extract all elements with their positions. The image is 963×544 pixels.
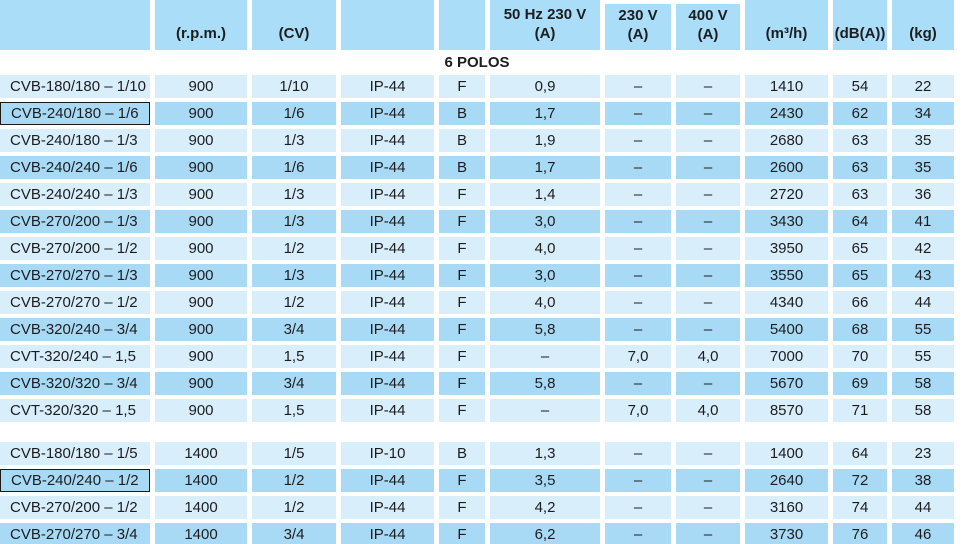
cell-model: CVB-180/180 – 1/10 xyxy=(0,75,150,98)
cell-current-400v: – xyxy=(676,75,740,98)
cell-current-400v: – xyxy=(676,102,740,125)
cell-class: F xyxy=(439,183,485,206)
table-row xyxy=(0,523,954,544)
section-title: 6 POLOS xyxy=(0,54,954,71)
cell-ip: IP-10 xyxy=(341,442,434,465)
header-model xyxy=(0,0,150,50)
cell-cv: 1/2 xyxy=(252,469,336,492)
table-body xyxy=(0,54,954,544)
cell-model: CVT-320/240 – 1,5 xyxy=(0,345,150,368)
cell-cv: 1,5 xyxy=(252,345,336,368)
cell-airflow: 2430 xyxy=(745,102,828,125)
cell-airflow: 1410 xyxy=(745,75,828,98)
table-row xyxy=(0,372,954,395)
table-row xyxy=(0,399,954,422)
cell-weight: 38 xyxy=(892,469,954,492)
header-cv xyxy=(252,0,336,50)
cell-current-50hz-230v: 1,4 xyxy=(490,183,600,206)
cell-cv: 3/4 xyxy=(252,372,336,395)
header-weight xyxy=(892,0,954,50)
cell-current-230v: – xyxy=(605,291,671,314)
cell-rpm: 900 xyxy=(155,264,247,287)
cell-current-230v: 7,0 xyxy=(605,399,671,422)
header-current-50hz-line1: 50 Hz 230 V xyxy=(503,6,587,23)
cell-current-50hz-230v: 0,9 xyxy=(490,75,600,98)
cell-current-230v: – xyxy=(605,183,671,206)
cell-current-230v: – xyxy=(605,372,671,395)
cell-cv: 1/2 xyxy=(252,496,336,519)
table-row xyxy=(0,496,954,519)
cell-airflow: 5670 xyxy=(745,372,828,395)
header-cv-label: (CV) xyxy=(278,25,310,42)
table-row xyxy=(0,469,954,492)
cell-class: B xyxy=(439,102,485,125)
cell-current-50hz-230v: 3,0 xyxy=(490,264,600,287)
cell-current-400v: – xyxy=(676,318,740,341)
cell-class: F xyxy=(439,345,485,368)
cell-noise: 64 xyxy=(833,442,887,465)
header-rpm xyxy=(155,0,247,50)
cell-current-230v: – xyxy=(605,264,671,287)
cell-rpm: 900 xyxy=(155,75,247,98)
cell-weight: 44 xyxy=(892,496,954,519)
cell-weight: 36 xyxy=(892,183,954,206)
cell-current-230v: – xyxy=(605,237,671,260)
cell-current-400v: – xyxy=(676,210,740,233)
section-gap xyxy=(0,426,954,438)
cell-rpm: 1400 xyxy=(155,442,247,465)
cell-cv: 1/6 xyxy=(252,156,336,179)
cell-model: CVB-320/240 – 3/4 xyxy=(0,318,150,341)
cell-rpm: 900 xyxy=(155,345,247,368)
cell-current-400v: – xyxy=(676,156,740,179)
cell-noise: 72 xyxy=(833,469,887,492)
cell-noise: 68 xyxy=(833,318,887,341)
table-row xyxy=(0,237,954,260)
cell-airflow: 1400 xyxy=(745,442,828,465)
cell-current-230v: – xyxy=(605,496,671,519)
cell-cv: 1/5 xyxy=(252,442,336,465)
cell-current-50hz-230v: – xyxy=(490,345,600,368)
cell-model: CVB-270/200 – 1/2 xyxy=(0,237,150,260)
cell-noise: 71 xyxy=(833,399,887,422)
cell-weight: 22 xyxy=(892,75,954,98)
cell-current-50hz-230v: 4,0 xyxy=(490,237,600,260)
cell-current-50hz-230v: 1,7 xyxy=(490,102,600,125)
cell-current-50hz-230v: 1,3 xyxy=(490,442,600,465)
cell-airflow: 2680 xyxy=(745,129,828,152)
cell-cv: 1/3 xyxy=(252,264,336,287)
cell-noise: 65 xyxy=(833,264,887,287)
cell-model: CVB-240/240 – 1/6 xyxy=(0,156,150,179)
cell-weight: 42 xyxy=(892,237,954,260)
table-row xyxy=(0,156,954,179)
cell-current-230v: – xyxy=(605,129,671,152)
cell-current-230v: – xyxy=(605,210,671,233)
cell-class: B xyxy=(439,129,485,152)
cell-class: F xyxy=(439,523,485,544)
cell-current-230v: – xyxy=(605,523,671,544)
cell-model: CVB-240/180 – 1/3 xyxy=(0,129,150,152)
header-weight-label: (kg) xyxy=(909,25,937,42)
cell-cv: 1/6 xyxy=(252,102,336,125)
header-row xyxy=(0,0,954,50)
cell-noise: 76 xyxy=(833,523,887,544)
cell-model: CVB-270/200 – 1/2 xyxy=(0,496,150,519)
cell-class: F xyxy=(439,496,485,519)
cell-current-50hz-230v: 6,2 xyxy=(490,523,600,544)
cell-airflow: 3730 xyxy=(745,523,828,544)
table-row xyxy=(0,102,954,125)
cell-noise: 70 xyxy=(833,345,887,368)
header-current-400v xyxy=(676,0,740,50)
cell-ip: IP-44 xyxy=(341,469,434,492)
cell-current-50hz-230v: 4,0 xyxy=(490,291,600,314)
cell-rpm: 1400 xyxy=(155,469,247,492)
cell-rpm: 900 xyxy=(155,156,247,179)
cell-cv: 1/3 xyxy=(252,183,336,206)
section-gap-row xyxy=(0,426,954,438)
cell-current-400v: 4,0 xyxy=(676,345,740,368)
cell-ip: IP-44 xyxy=(341,291,434,314)
cell-weight: 43 xyxy=(892,264,954,287)
cell-weight: 35 xyxy=(892,156,954,179)
cell-current-230v: – xyxy=(605,156,671,179)
cell-class: F xyxy=(439,75,485,98)
cell-airflow: 2600 xyxy=(745,156,828,179)
table-row xyxy=(0,129,954,152)
cell-current-400v: – xyxy=(676,469,740,492)
cell-ip: IP-44 xyxy=(341,345,434,368)
cell-current-400v: – xyxy=(676,237,740,260)
header-current-230v-line2: (A) xyxy=(627,26,649,43)
cell-ip: IP-44 xyxy=(341,318,434,341)
cell-noise: 69 xyxy=(833,372,887,395)
cell-model: CVB-270/270 – 1/3 xyxy=(0,264,150,287)
cell-rpm: 900 xyxy=(155,399,247,422)
cell-cv: 3/4 xyxy=(252,523,336,544)
cell-rpm: 900 xyxy=(155,372,247,395)
cell-rpm: 900 xyxy=(155,210,247,233)
cell-rpm: 900 xyxy=(155,102,247,125)
cell-noise: 65 xyxy=(833,237,887,260)
cell-rpm: 1400 xyxy=(155,496,247,519)
cell-airflow: 3160 xyxy=(745,496,828,519)
cell-airflow: 8570 xyxy=(745,399,828,422)
header-ip xyxy=(341,0,434,50)
cell-ip: IP-44 xyxy=(341,183,434,206)
table-row xyxy=(0,442,954,465)
cell-ip: IP-44 xyxy=(341,102,434,125)
cell-model: CVB-240/180 – 1/6 xyxy=(0,102,150,125)
cell-cv: 1/3 xyxy=(252,210,336,233)
cell-current-400v: – xyxy=(676,523,740,544)
cell-class: F xyxy=(439,469,485,492)
cell-cv: 1/2 xyxy=(252,291,336,314)
table-row xyxy=(0,75,954,98)
table-row xyxy=(0,291,954,314)
cell-ip: IP-44 xyxy=(341,372,434,395)
cell-class: F xyxy=(439,210,485,233)
cell-current-50hz-230v: 5,8 xyxy=(490,318,600,341)
header-class xyxy=(439,0,485,50)
header-airflow xyxy=(745,0,828,50)
cell-current-400v: – xyxy=(676,496,740,519)
header-current-230v xyxy=(605,0,671,50)
header-airflow-label: (m³/h) xyxy=(765,25,808,42)
cell-airflow: 2720 xyxy=(745,183,828,206)
cell-weight: 44 xyxy=(892,291,954,314)
cell-airflow: 4340 xyxy=(745,291,828,314)
cell-current-400v: – xyxy=(676,442,740,465)
cell-airflow: 5400 xyxy=(745,318,828,341)
cell-airflow: 3550 xyxy=(745,264,828,287)
cell-model: CVB-240/240 – 1/2 xyxy=(0,469,150,492)
header-noise xyxy=(833,0,887,50)
cell-current-400v: – xyxy=(676,183,740,206)
cell-cv: 3/4 xyxy=(252,318,336,341)
cell-model: CVB-320/320 – 3/4 xyxy=(0,372,150,395)
table-row xyxy=(0,264,954,287)
cell-weight: 34 xyxy=(892,102,954,125)
header-noise-label: (dB(A)) xyxy=(834,25,886,42)
cell-current-400v: 4,0 xyxy=(676,399,740,422)
cell-current-230v: – xyxy=(605,469,671,492)
cell-ip: IP-44 xyxy=(341,75,434,98)
cell-ip: IP-44 xyxy=(341,237,434,260)
cell-rpm: 900 xyxy=(155,318,247,341)
cell-weight: 41 xyxy=(892,210,954,233)
cell-current-400v: – xyxy=(676,372,740,395)
cell-class: F xyxy=(439,291,485,314)
cell-rpm: 900 xyxy=(155,237,247,260)
cell-cv: 1/10 xyxy=(252,75,336,98)
cell-airflow: 7000 xyxy=(745,345,828,368)
cell-noise: 64 xyxy=(833,210,887,233)
table-row xyxy=(0,210,954,233)
cell-noise: 54 xyxy=(833,75,887,98)
cell-model: CVB-270/200 – 1/3 xyxy=(0,210,150,233)
cell-ip: IP-44 xyxy=(341,210,434,233)
cell-model: CVT-320/320 – 1,5 xyxy=(0,399,150,422)
cell-class: B xyxy=(439,156,485,179)
cell-current-50hz-230v: 5,8 xyxy=(490,372,600,395)
cell-current-400v: – xyxy=(676,264,740,287)
cell-ip: IP-44 xyxy=(341,264,434,287)
cell-current-230v: – xyxy=(605,102,671,125)
header-current-50hz-line2: (A) xyxy=(534,25,556,42)
cell-current-50hz-230v: – xyxy=(490,399,600,422)
cell-current-50hz-230v: 1,7 xyxy=(490,156,600,179)
header-current-400v-line1: 400 V xyxy=(688,7,728,24)
cell-current-50hz-230v: 3,5 xyxy=(490,469,600,492)
cell-class: F xyxy=(439,372,485,395)
cell-current-400v: – xyxy=(676,291,740,314)
cell-noise: 74 xyxy=(833,496,887,519)
cell-noise: 66 xyxy=(833,291,887,314)
cell-ip: IP-44 xyxy=(341,129,434,152)
cell-class: F xyxy=(439,237,485,260)
cell-weight: 55 xyxy=(892,345,954,368)
cell-weight: 46 xyxy=(892,523,954,544)
cell-rpm: 900 xyxy=(155,129,247,152)
cell-rpm: 900 xyxy=(155,291,247,314)
cell-ip: IP-44 xyxy=(341,496,434,519)
cell-current-50hz-230v: 3,0 xyxy=(490,210,600,233)
table-header xyxy=(0,0,954,50)
cell-weight: 58 xyxy=(892,372,954,395)
section-title-row xyxy=(0,54,954,71)
cell-weight: 23 xyxy=(892,442,954,465)
cell-current-230v: – xyxy=(605,75,671,98)
cell-ip: IP-44 xyxy=(341,156,434,179)
cell-model: CVB-270/270 – 3/4 xyxy=(0,523,150,544)
cell-noise: 63 xyxy=(833,129,887,152)
cell-current-50hz-230v: 1,9 xyxy=(490,129,600,152)
cell-weight: 55 xyxy=(892,318,954,341)
cell-class: F xyxy=(439,264,485,287)
cell-rpm: 1400 xyxy=(155,523,247,544)
cell-airflow: 2640 xyxy=(745,469,828,492)
header-current-230v-line1: 230 V xyxy=(618,7,658,24)
cell-current-230v: – xyxy=(605,442,671,465)
cell-rpm: 900 xyxy=(155,183,247,206)
cell-ip: IP-44 xyxy=(341,399,434,422)
cell-model: CVB-180/180 – 1/5 xyxy=(0,442,150,465)
cell-current-400v: – xyxy=(676,129,740,152)
cell-noise: 63 xyxy=(833,183,887,206)
cell-model: CVB-270/270 – 1/2 xyxy=(0,291,150,314)
cell-airflow: 3430 xyxy=(745,210,828,233)
header-current-400v-line2: (A) xyxy=(697,26,719,43)
cell-weight: 58 xyxy=(892,399,954,422)
table-row xyxy=(0,345,954,368)
cell-class: B xyxy=(439,442,485,465)
table-row xyxy=(0,183,954,206)
cell-class: F xyxy=(439,399,485,422)
header-rpm-label: (r.p.m.) xyxy=(175,25,226,42)
cell-weight: 35 xyxy=(892,129,954,152)
cell-ip: IP-44 xyxy=(341,523,434,544)
cell-noise: 63 xyxy=(833,156,887,179)
cell-current-50hz-230v: 4,2 xyxy=(490,496,600,519)
cell-current-230v: 7,0 xyxy=(605,345,671,368)
cell-cv: 1/2 xyxy=(252,237,336,260)
cell-class: F xyxy=(439,318,485,341)
cell-model: CVB-240/240 – 1/3 xyxy=(0,183,150,206)
table-row xyxy=(0,318,954,341)
cell-noise: 62 xyxy=(833,102,887,125)
header-current-50hz-230v xyxy=(490,0,600,50)
cell-current-230v: – xyxy=(605,318,671,341)
cell-cv: 1,5 xyxy=(252,399,336,422)
cell-cv: 1/3 xyxy=(252,129,336,152)
cell-airflow: 3950 xyxy=(745,237,828,260)
